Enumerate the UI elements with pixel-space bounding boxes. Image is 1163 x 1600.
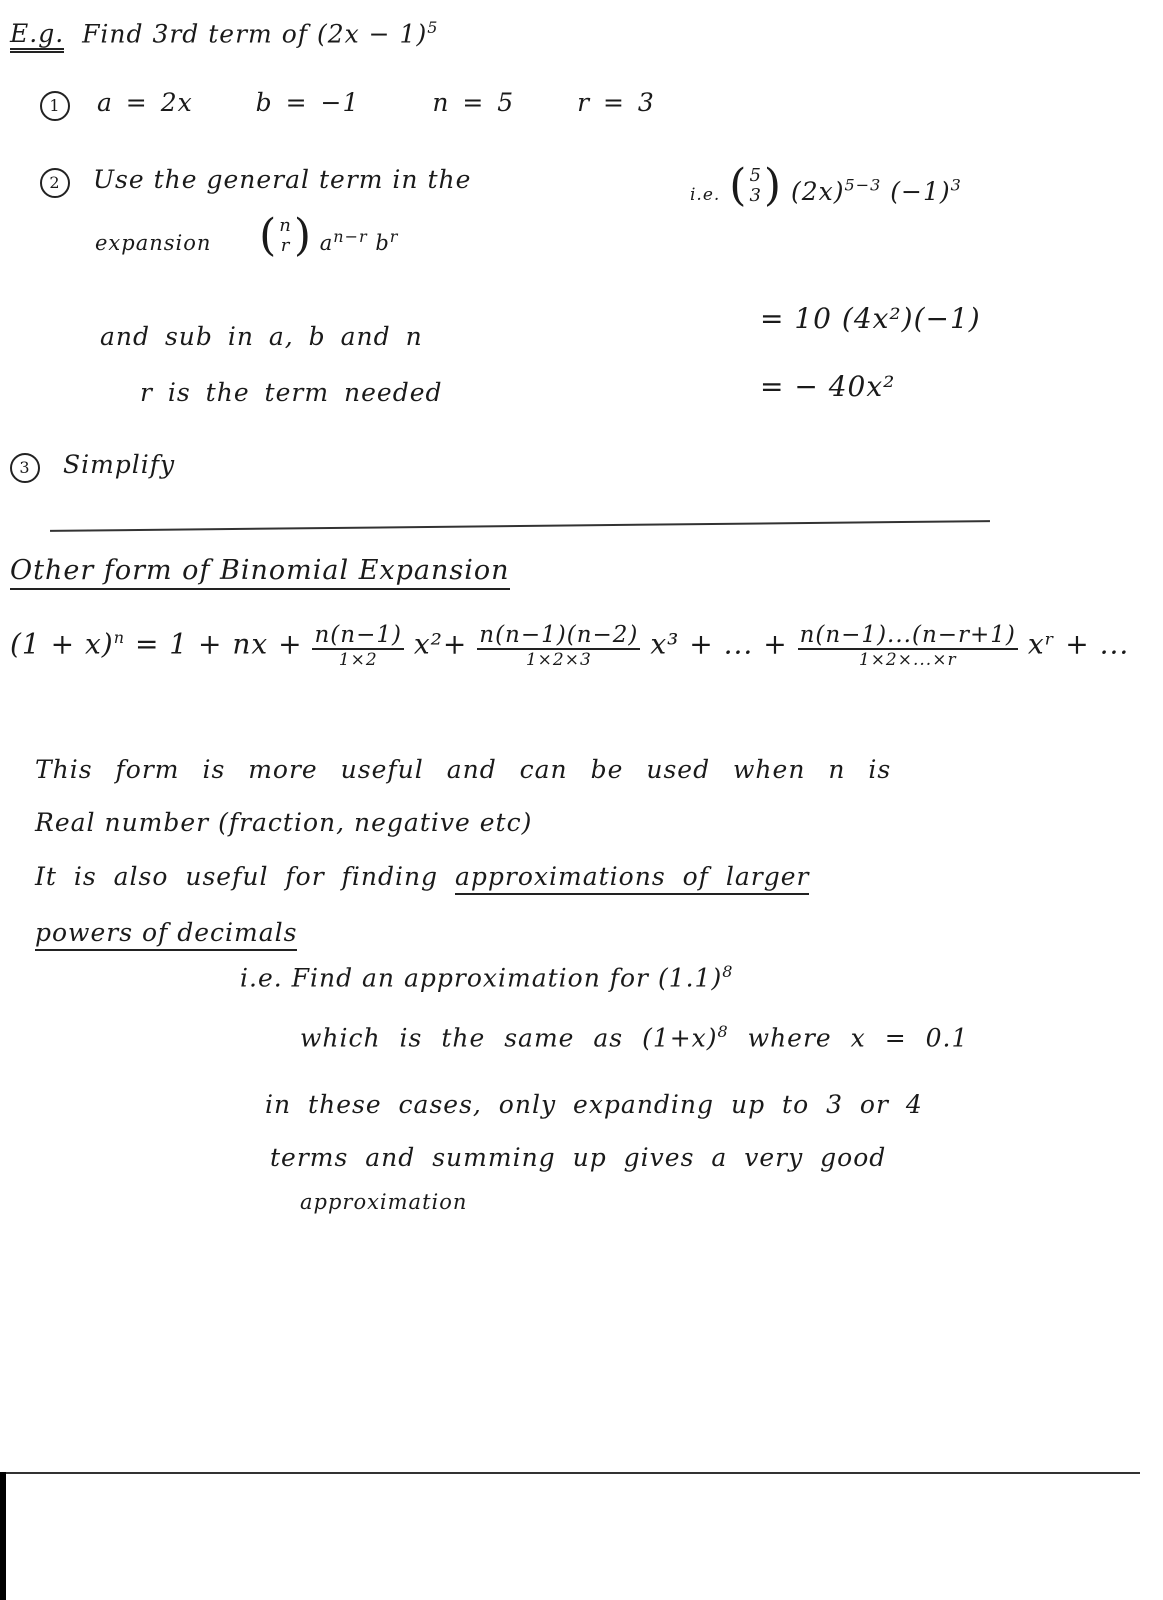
factor-minus-1: (−1) (890, 177, 951, 206)
step-2-line3: and sub in a, b and n (100, 322, 423, 351)
step-2-line2 (95, 210, 398, 261)
page-bottom-edge (0, 1472, 1140, 1474)
fraction-2-den: 1×2×3 (525, 650, 592, 670)
divider-line (50, 520, 990, 532)
fraction-3-den: 1×2×...×r (858, 650, 957, 670)
binom-top: 5 (749, 164, 762, 186)
step-number-3: 3 (10, 453, 40, 483)
example-heading (10, 18, 438, 48)
note-line7: in these cases, only expanding up to 3 or 4 (265, 1090, 923, 1119)
term-xr: xʳ + ... (1027, 627, 1130, 661)
note-line3 (35, 862, 809, 891)
value-r: r = 3 (577, 88, 655, 117)
value-a: a = 2x (96, 88, 193, 117)
expansion-label: expansion (95, 231, 212, 255)
section-heading-text: Other form of Binomial Expansion (10, 555, 510, 590)
term-x3: x³ + ... + (650, 627, 788, 661)
general-term-a-power: n−r (333, 227, 368, 246)
note-line3-a: It is also useful for finding (35, 862, 455, 891)
note-line4-text: powers of decimals (35, 918, 297, 951)
note-line6-power: 8 (717, 1022, 729, 1041)
fraction-2 (477, 622, 640, 670)
step-3-text: Simplify (62, 450, 176, 479)
binom-n: n (279, 214, 292, 236)
general-term-b-power: r (389, 227, 399, 246)
value-n: n = 5 (432, 88, 515, 117)
note-line6-end: where x = 0.1 (728, 1023, 969, 1053)
binomial-coefficient: ( 5 3 ) (729, 160, 783, 211)
note-line2: Real number (fraction, negative etc) (35, 808, 533, 837)
step-2-line4: r is the term needed (140, 378, 443, 407)
note-line5 (240, 962, 733, 992)
formula-first-terms: = 1 + nx + (134, 627, 303, 661)
working-line2: = 10 (4x²)(−1) (760, 302, 981, 335)
note-line4 (35, 918, 297, 947)
formula-lhs-power: n (113, 628, 126, 648)
general-term-b: b (375, 231, 390, 255)
fraction-1 (312, 622, 403, 670)
step-number-1: 1 (40, 91, 70, 121)
general-term: ( n r ) (259, 210, 313, 261)
step-2-line1 (40, 165, 471, 198)
working-line3: = − 40x² (760, 370, 896, 403)
working-line1 (690, 160, 962, 211)
example-title: Find 3rd term of (2x − 1) (82, 19, 428, 49)
factor-2x: (2x) (791, 177, 845, 206)
note-line9: approximation (300, 1190, 468, 1214)
binom-bottom: 3 (749, 184, 762, 206)
note-line8: terms and summing up gives a very good (270, 1143, 887, 1172)
note-line6-text: which is the same as (1+x) (300, 1023, 718, 1053)
example-label: E.g. (10, 19, 64, 53)
binomial-formula (10, 622, 1129, 670)
value-b: b = −1 (255, 88, 360, 117)
term-x2: x²+ (413, 627, 468, 661)
page-left-edge (0, 1472, 6, 1600)
general-term-a: a (319, 231, 334, 255)
note-line6 (300, 1022, 968, 1052)
step-1 (40, 88, 655, 121)
step-2-text: Use the general term in the (92, 165, 472, 194)
formula-lhs: (1 + x) (10, 627, 114, 661)
step-3 (10, 450, 175, 483)
fraction-3-num: n(n−1)...(n−r+1) (799, 622, 1016, 648)
note-line5-power: 8 (722, 962, 734, 981)
binom-r: r (280, 234, 291, 256)
fraction-2-num: n(n−1)(n−2) (479, 622, 639, 648)
note-line3-b: approximations of larger (455, 862, 809, 895)
section-heading (10, 555, 510, 586)
fraction-3 (798, 622, 1018, 670)
fraction-1-den: 1×2 (338, 650, 378, 670)
example-title-power: 5 (427, 18, 439, 37)
fraction-1-num: n(n−1) (314, 622, 402, 648)
factor-minus-1-power: 3 (950, 175, 962, 195)
ie-label: i.e. (690, 185, 721, 205)
note-line1: This form is more useful and can be used when n is (35, 755, 892, 784)
note-line5-text: i.e. Find an approximation for (1.1) (240, 963, 723, 993)
factor-2x-power: 5−3 (844, 175, 882, 195)
step-number-2: 2 (40, 168, 70, 198)
